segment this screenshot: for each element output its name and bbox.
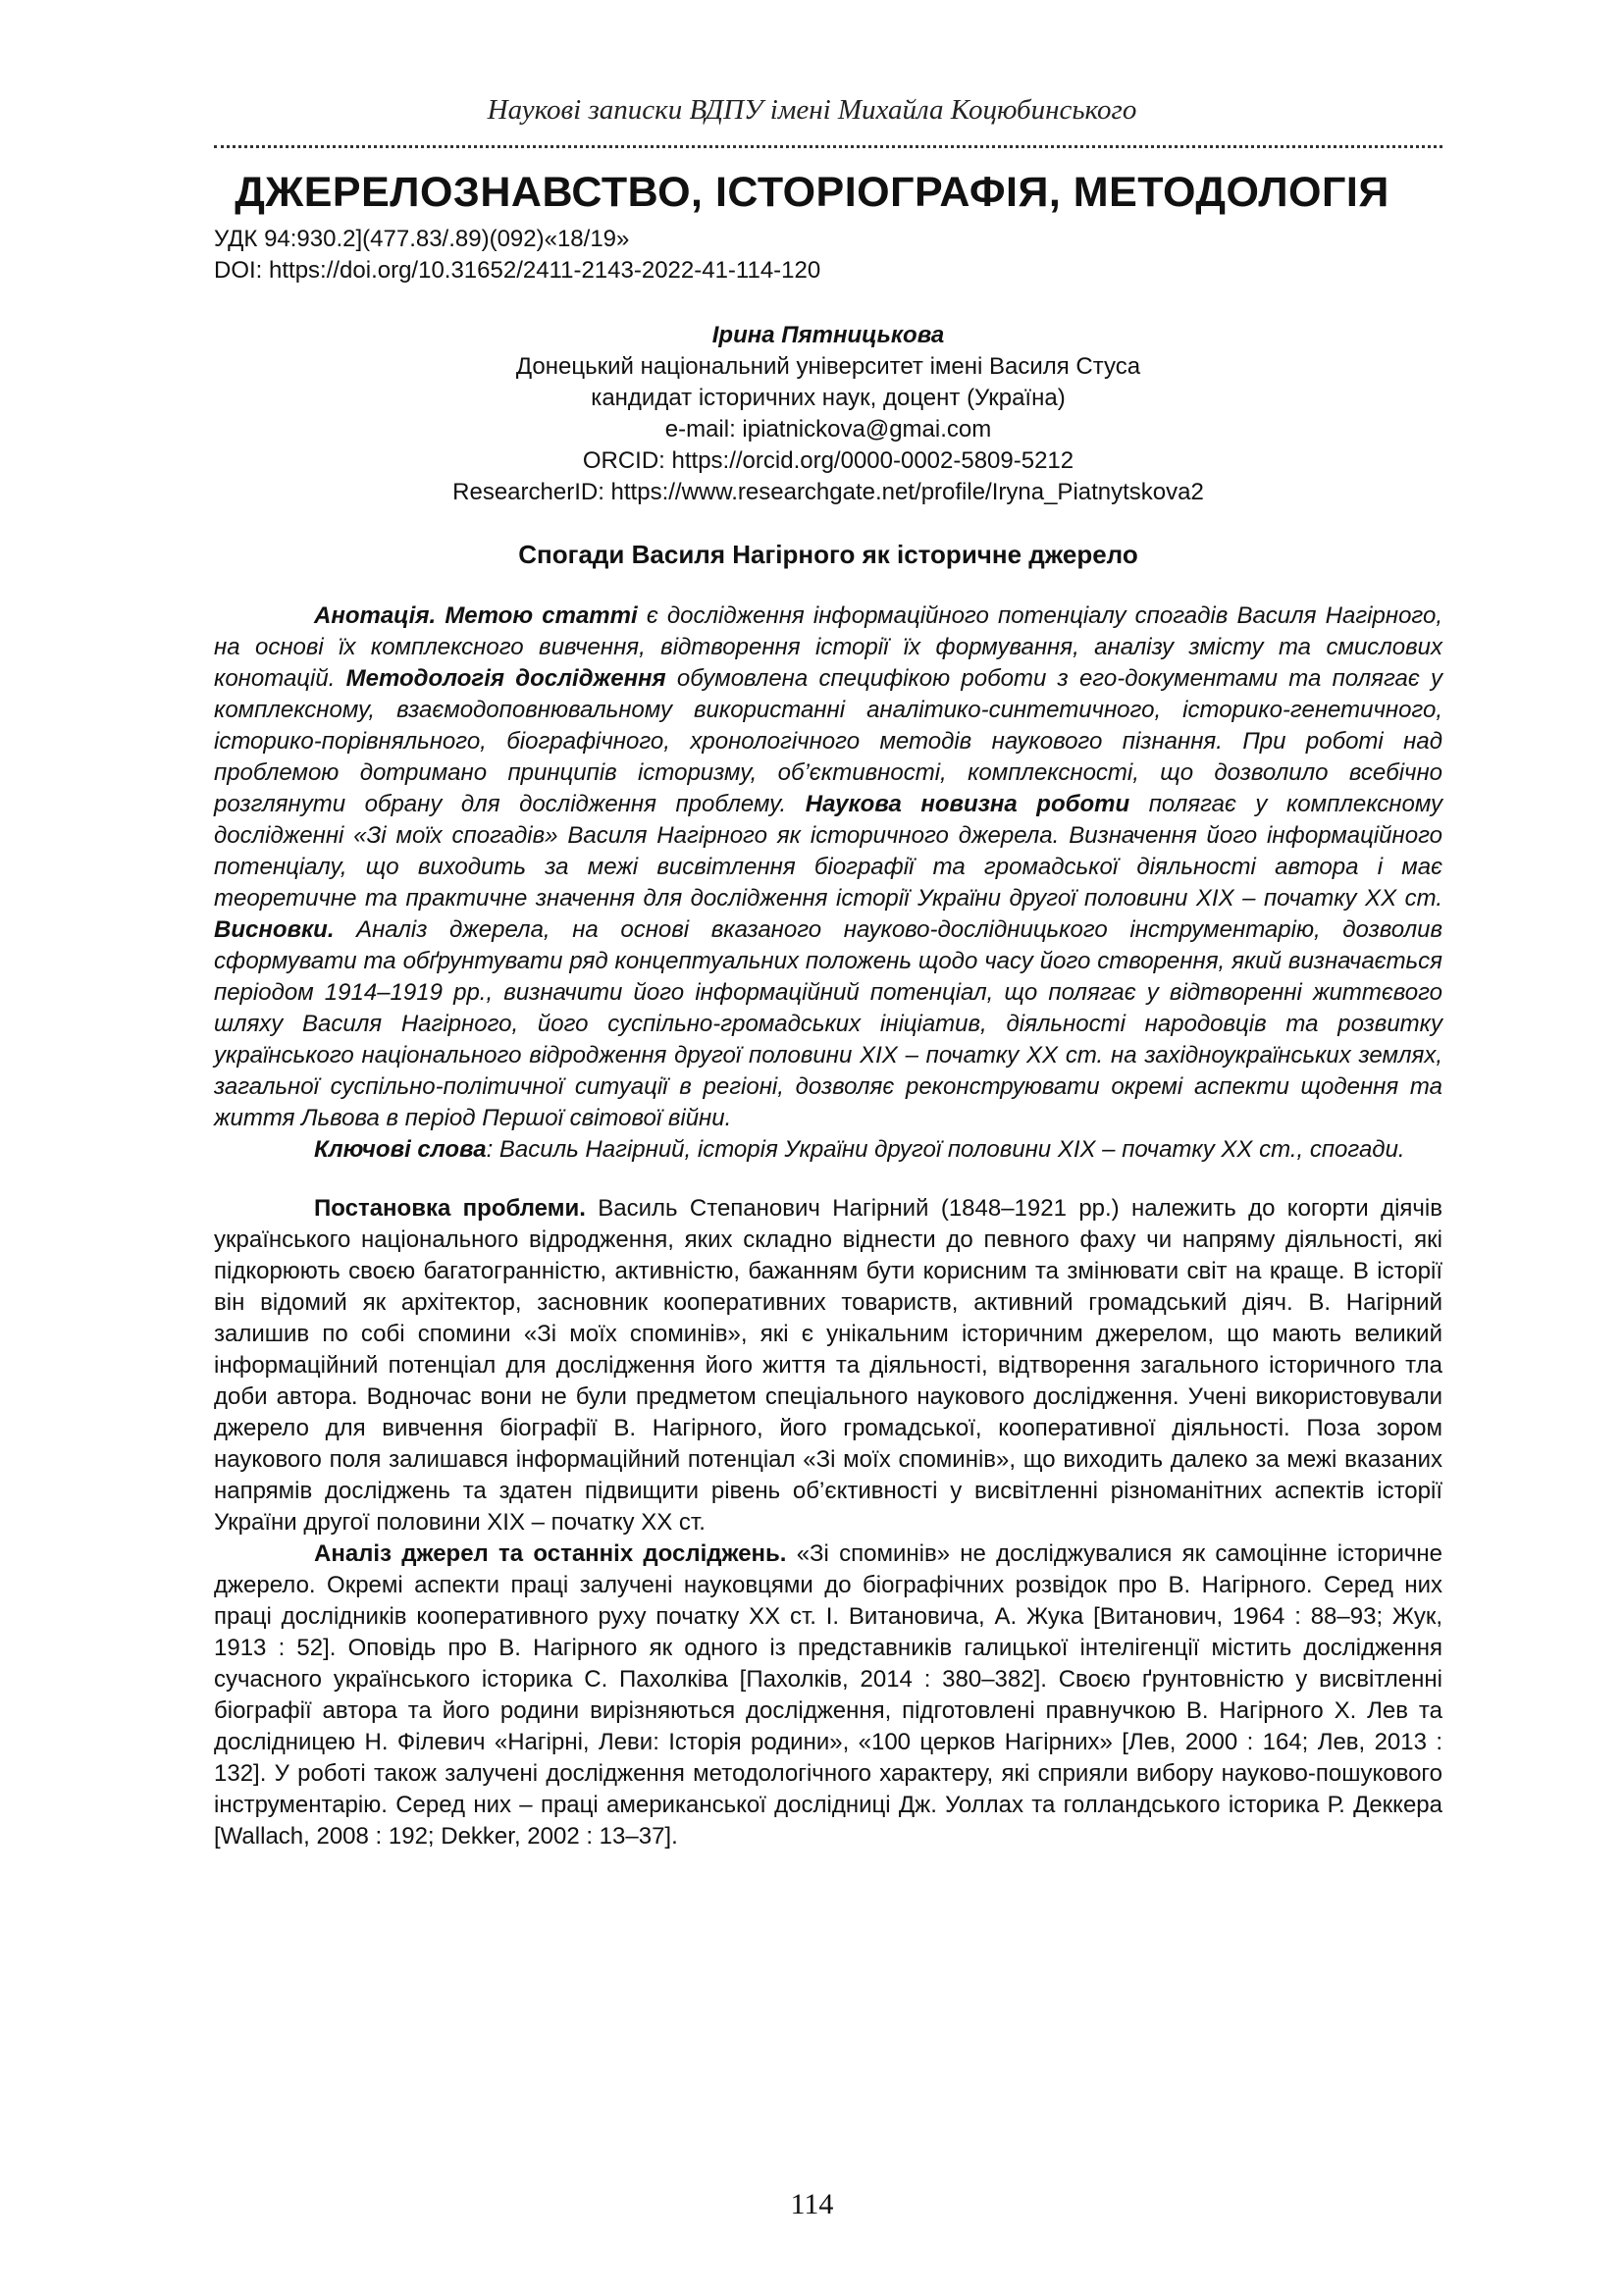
keywords-text: : Василь Нагірний, історія України другої половини ХІХ – початку ХХ ст., спогади. (486, 1136, 1405, 1163)
author-orcid: ORCID: https://orcid.org/0000-0002-5809-5212 (582, 447, 1074, 474)
journal-running-head: Наукові записки ВДПУ імені Михайла Коцюбинського (487, 94, 1137, 126)
abstract-text-novelty: полягає у комплексному дослідженні «Зі моїх спогадів» Василя Нагірного як історичного джерела. Визначення його інформаційного потенціалу, що виходить за межі висвітлення біографії та громадської діяльності автора і має теоретичне та практичне значення для дослідження історії України другої половини ХІХ – початку ХХ ст. (214, 791, 1442, 912)
keywords-paragraph (214, 1134, 1442, 1166)
author-degree: кандидат історичних наук, доцент (Україна) (591, 385, 1066, 411)
keywords-label: Ключові слова (314, 1136, 487, 1163)
section-gap (214, 1166, 1442, 1193)
analysis-paragraph (214, 1538, 1442, 1852)
problem-paragraph (214, 1193, 1442, 1538)
abstract-conclusions-label: Висновки. (214, 916, 335, 943)
article-title: Спогади Василя Нагірного як історичне джерело (518, 540, 1138, 569)
problem-text: Василь Степанович Нагірний (1848–1921 рр.) належить до когорти діячів українського національного відродження, яких складно віднести до певного фаху чи напряму діяльності, які підкорюють своєю багатогранністю, активністю, бажанням бути корисним та змінювати світ на краще. В історії він відомий як архітектор, засновник кооперативних товариств, активний громадський діяч. В. Нагірний залишив по собі спомини «Зі моїх споминів», які є унікальним історичним джерелом, що мають великий інформаційний потенціал для дослідження його життя та діяльності, відтворення загального історичного тла доби автора. Водночас вони не були предметом спеціального наукового дослідження. Учені використовували джерело для вивчення біографії В. Нагірного, його громадської, кооперативної діяльності. Поза зором наукового поля залишався інформаційний потенціал «Зі моїх споминів», що виходить далеко за межі вказаних напрямів досліджень та здатен підвищити рівень об’єктивності у висвітленні різноманітних аспектів історії України другої половини ХІХ – початку ХХ ст. (214, 1195, 1442, 1536)
doi-line: DOI: https://doi.org/10.31652/2411-2143-2022-41-114-120 (214, 257, 821, 284)
abstract-label: Анотація. Метою статті (314, 602, 638, 629)
problem-label: Постановка проблеми. (314, 1195, 586, 1222)
analysis-text: «Зі споминів» не досліджувалися як самоцінне історичне джерело. Окремі аспекти праці залучені науковцями до біографічних розвідок про В. Нагірного. Серед них праці дослідників кооперативного руху початку ХХ ст. І. Витановича, А. Жука [Витанович, 1964 : 88–93; Жук, 1913 : 52]. Оповідь про В. Нагірного як одного із представників галицької інтелігенції містить дослідження сучасного українського історика С. Пахолківа [Пахолків, 2014 : 380–382]. Своєю ґрунтовністю у висвітленні біографії автора та його родини вирізняються дослідження, підготовлені правнучкою В. Нагірного Х. Лев та дослідницею Н. Філевич «Нагірні, Леви: Історія родини», «100 церков Нагірних» [Лев, 2000 : 164; Лев, 2013 : 132]. У роботі також залучені дослідження методологічного характеру, які сприяли вибору науково-пошукового інструментарію. Серед них – праці американської дослідниці Дж. Уоллах та голландського історика Р. Деккера [Wallach, 2008 : 192; Dekker, 2002 : 13–37]. (214, 1540, 1442, 1850)
abstract-novelty-label: Наукова новизна роботи (805, 791, 1130, 817)
abstract-methodology-label: Методологія дослідження (345, 665, 666, 692)
author-affiliation: Донецький національний університет імені Василя Стуса (515, 353, 1141, 380)
abstract-text-purpose: є дослідження інформаційного потенціалу спогадів Василя Нагірного, на основі їх комплексного вивчення, відтворення історії їх формування, аналізу змісту та смислових конотацій. (214, 602, 1442, 692)
header-divider (214, 145, 1442, 148)
section-heading: ДЖЕРЕЛОЗНАВСТВО, ІСТОРІОГРАФІЯ, МЕТОДОЛОГІЯ (235, 169, 1389, 216)
author-email: e-mail: ipiatnickova@gmai.com (664, 416, 992, 443)
abstract-text-methodology: обумовлена специфікою роботи з его-документами та полягає у комплексному, взаємодоповнювальному використанні аналітико-синтетичного, історико-генетичного, історико-порівняльного, біографічного, хронологічного методів наукового пізнання. При роботі над проблемою дотримано принципів історизму, об’єктивності, комплексності, що дозволило всебічно розглянути обрану для дослідження проблему. (214, 665, 1442, 817)
abstract-paragraph (214, 600, 1442, 1134)
abstract-text-conclusions: Аналіз джерела, на основі вказаного науково-дослідницького інструментарію, дозволив сформувати та обґрунтувати ряд концептуальних положень щодо часу його створення, який визначається періодом 1914–1919 рр., визначити його інформаційний потенціал, що полягає у відтворенні життєвого шляху Василя Нагірного, його суспільно-громадських ініціатив, діяльності народовців та розвитку українського національного відродження другої половини ХІХ – початку ХХ ст. на західноукраїнських землях, загальної суспільно-політичної ситуації в регіоні, дозволяє реконструювати окремі аспекти щодення та життя Львова в період Першої світової війни. (214, 916, 1442, 1131)
author-name: Ірина Пятницькова (711, 322, 945, 348)
author-researcher-id: ResearcherID: https://www.researchgate.net/profile/Iryna_Piatnytskova2 (452, 479, 1204, 505)
author-block (214, 320, 1442, 508)
udk-code: УДК 94:930.2](477.83/.89)(092)«18/19» (214, 226, 630, 252)
article-body (214, 600, 1442, 1852)
analysis-label: Аналіз джерел та останніх досліджень. (314, 1540, 787, 1567)
page-number: 114 (790, 2188, 834, 2220)
